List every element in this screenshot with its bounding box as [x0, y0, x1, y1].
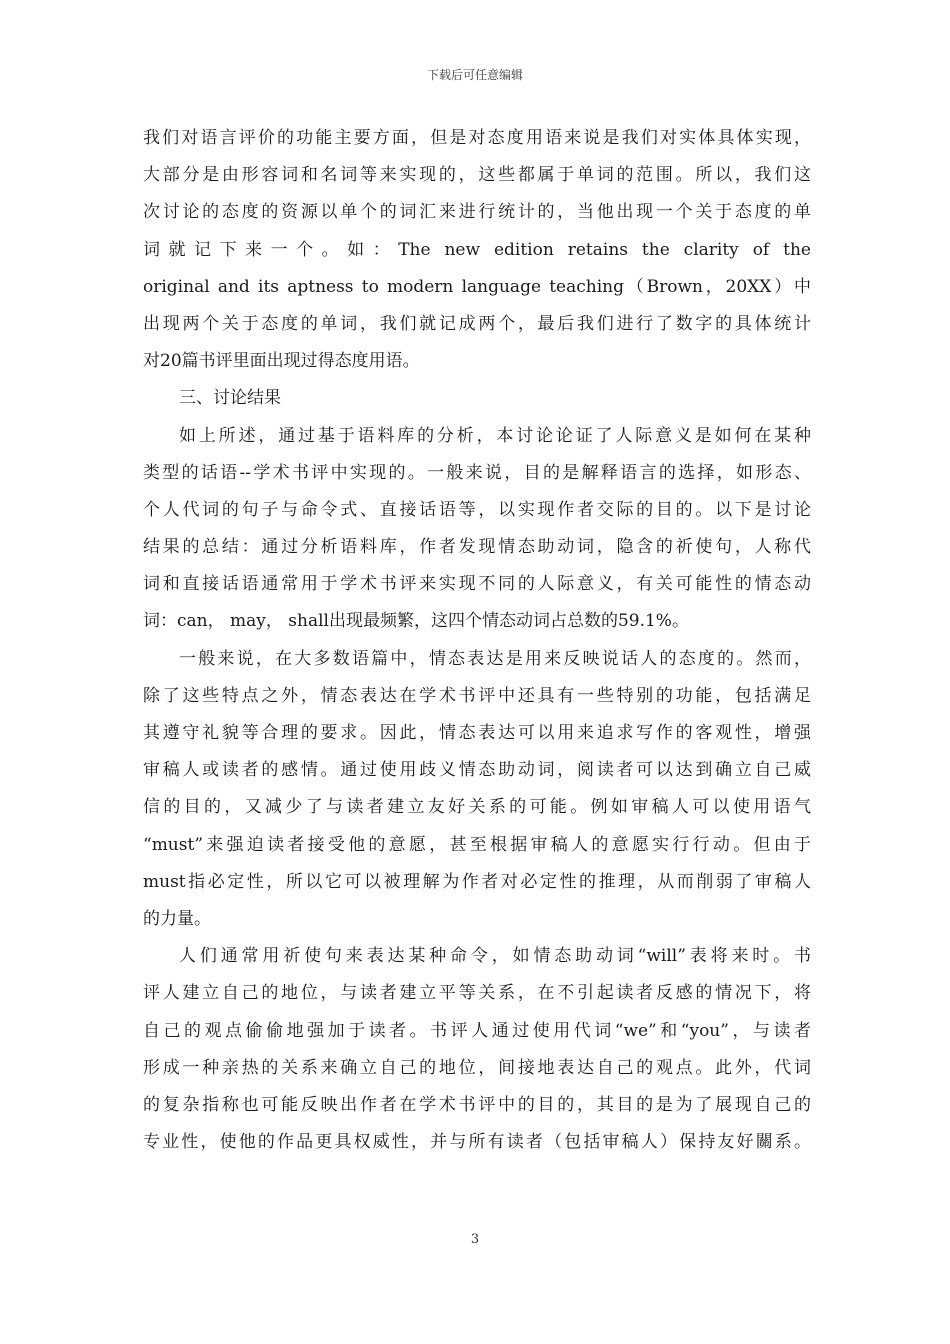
page-header: 下载后可任意编辑: [426, 68, 523, 82]
text-line: 的复杂指称也可能反映出作者在学术书评中的目的，其目的是为了展现自己的: [143, 1094, 811, 1115]
text-line: 的力量。: [143, 908, 211, 929]
text-line: 其遵守礼貌等合理的要求。因此，情态表达可以用来追求写作的客观性，增强: [143, 723, 811, 743]
text-line: 对20篇书评里面出现过得态度用语。: [143, 351, 420, 372]
text-line: 专业性，使他的作品更具权威性，并与所有读者（包括审稿人）保持友好關系。: [143, 1132, 811, 1153]
text-line: 人们通常用祈使句来表达某种命令，如情态助动词“will”表将来时。书: [179, 946, 811, 967]
text-line: 次讨论的态度的资源以单个的词汇来进行统计的，当他出现一个关于态度的单: [143, 202, 811, 223]
body-text: [143, 120, 811, 1161]
text-line: 自己的观点偷偷地强加于读者。书评人通过使用代词“we”和“you”，与读者: [143, 1020, 811, 1041]
text-line: 一般来说，在大多数语篇中，情态表达是用来反映说话人的态度的。然而，: [179, 648, 811, 669]
text-line: 形成一种亲热的关系来确立自己的地位，间接地表达自己的观点。此外，代词: [143, 1057, 811, 1078]
text-line: must指必定性，所以它可以被理解为作者对必定性的推理，从而削弱了审稿人: [143, 871, 811, 892]
text-line: 我们对语言评价的功能主要方面，但是对态度用语来说是我们对实体具体实现，: [143, 128, 811, 148]
text-line: original and its aptness to modern language teaching（Brown，20XX）中: [143, 276, 811, 297]
text-line: 词就记下来一个。如：The new edition retains the clarity of the: [143, 239, 811, 260]
text-line: 如上所述，通过基于语料库的分析，本讨论论证了人际意义是如何在某种: [179, 425, 811, 446]
text-line: 结果的总结：通过分析语料库，作者发现情态助动词，隐含的祈使句，人称代: [143, 537, 811, 558]
text-line: 出现两个关于态度的单词，我们就记成两个，最后我们进行了数字的具体统计: [143, 313, 811, 334]
section-heading: 三、讨论结果: [179, 388, 281, 409]
text-line: 审稿人或读者的感情。通过使用歧义情态助动词，阅读者可以达到确立自己威: [143, 760, 811, 781]
text-line: 词：can， may， shall出现最频繁，这四个情态动词占总数的59.1%。: [143, 611, 689, 632]
text-line: “must”来强迫读者接受他的意愿，甚至根据审稿人的意愿实行行动。但由于: [143, 834, 811, 855]
text-line: 信的目的，又减少了与读者建立友好关系的可能。例如审稿人可以使用语气: [143, 797, 811, 818]
text-line: 个人代词的句子与命令式、直接话语等，以实现作者交际的目的。以下是讨论: [143, 499, 811, 520]
text-line: 评人建立自己的地位，与读者建立平等关系，在不引起读者反感的情况下，将: [143, 983, 811, 1004]
text-line: 大部分是由形容词和名词等来实现的，这些都属于单词的范围。所以，我们这: [143, 165, 811, 186]
text-line: 除了这些特点之外，情态表达在学术书评中还具有一些特别的功能，包括满足: [143, 685, 811, 706]
text-line: 类型的话语--学术书评中实现的。一般来说，目的是解释语言的选择，如形态、: [143, 462, 811, 483]
text-line: 词和直接话语通常用于学术书评来实现不同的人际意义，有关可能性的情态动: [143, 574, 811, 595]
page-number: 3: [470, 1232, 480, 1247]
